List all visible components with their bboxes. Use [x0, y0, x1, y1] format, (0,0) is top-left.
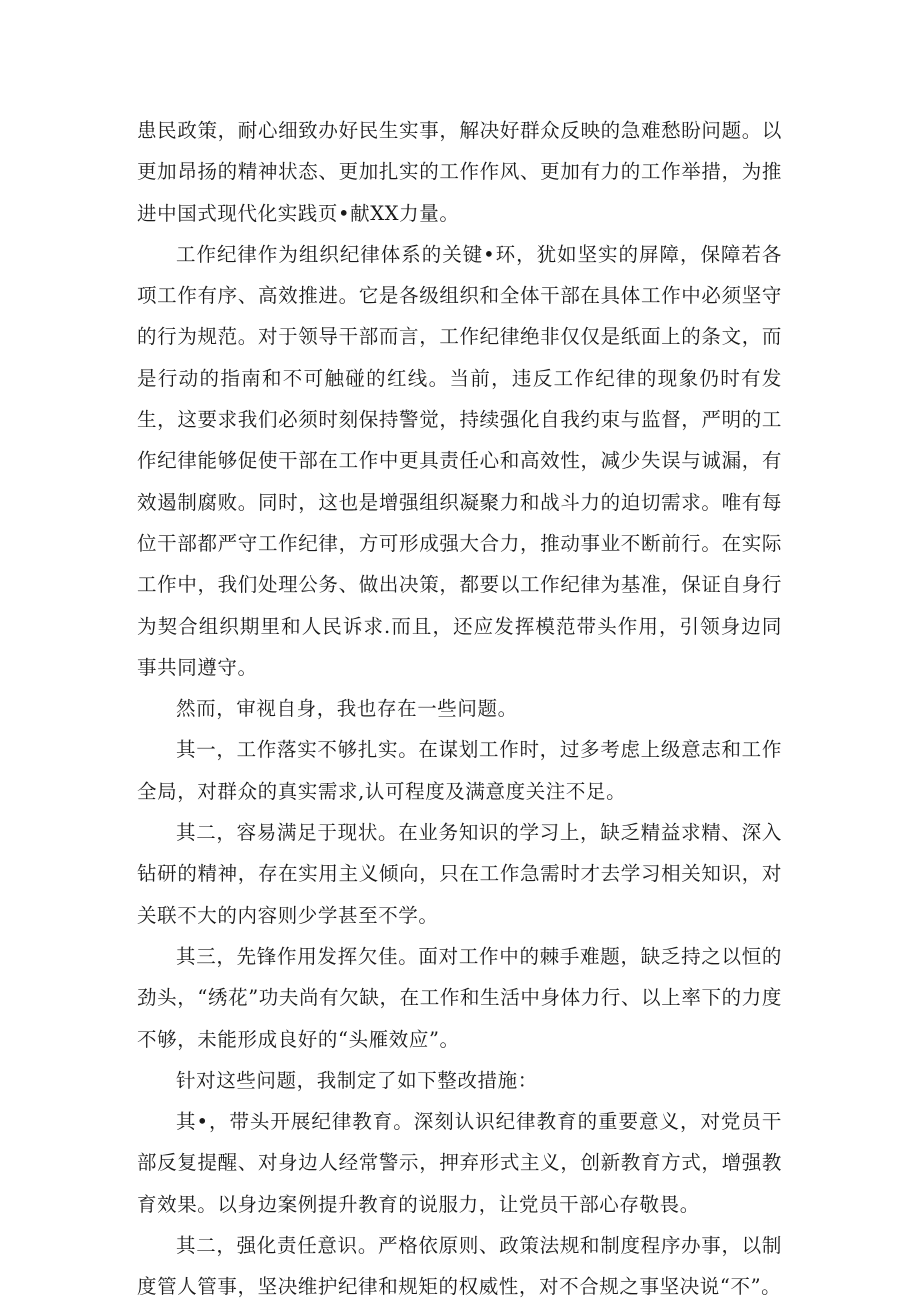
paragraph-problem-3: 其三，先锋作用发挥欠佳。面对工作中的棘手难题，缺乏持之以恒的劲头，“绣花”功夫尚有欠缺，在工作和生活中身体力行、以上率下的力度不够，未能形成良好的“头雁效应”。	[137, 944, 782, 1051]
paragraph-measures-intro: 针对这些问题，我制定了如下整改措施：	[176, 1068, 538, 1092]
paragraph-continuation: 患民政策，耐心细致办好民生实事，解决好群众反映的急难愁盼问题。以更加昂扬的精神状态、更加扎实的工作作风、更加有力的工作举措，为推进中国式现代化实践页•献XX力量。	[137, 119, 782, 225]
paragraph-measure-2: 其二，强化责任意识。严格依原则、政策法规和制度程序办事，以制度管人管事，坚决维护纪律和规矩的权威性，对不合规之事坚决说“不”。	[137, 1234, 782, 1299]
paragraph-measure-1: 其•，带头开展纪律教育。深刻认识纪律教育的重要意义，对党员干部反复提醒、对身边人经常警示，押弃形式主义，创新教育方式，增强教育效果。以身边案例提升教育的说服力，让党员干部心存敬畏。	[137, 1110, 782, 1216]
paragraph-problem-1: 其一，工作落实不够扎实。在谋划工作时，过多考虑上级意志和工作全局，对群众的真实需求,认可程度及满意度关注不足。	[137, 738, 782, 803]
paragraph-work-discipline: 工作纪律作为组织纪律体系的关键•环，犹如坚实的屏障，保障若各项工作有序、高效推进。它是各级组织和全体干部在具体工作中必须坚守的行为规范。对于领导干部而言，工作纪律绝非仅仅是纸面上的条文，而是行动的指南和不可触碰的红线。当前，违反工作纪律的现象仍时有发生，这要求我们必须时刻保持警觉，持续强化自我约束与监督，严明的工作纪律能够促使干部在工作中更具责任心和高效性，减少失误与诚漏，有效遏制腐败。同时，这也是增强组织凝聚力和战斗力的迫切需求。唯有每位干部都严守工作纪律，方可形成强大合力，推动事业不断前行。在实际工作中，我们处理公务、做出决策，都要以工作纪律为基准，保证自身行为契合组织期里和人民诉求.而且，还应发挥模范带头作用，引领身边同事共同遵守。	[137, 242, 782, 679]
paragraph-self-review: 然而，审视自身，我也存在一些问题。	[176, 697, 518, 721]
document-body	[137, 110, 782, 1308]
paragraph-problem-2: 其二，容易满足于现状。在业务知识的学习上，缺乏精益求精、深入钻研的精神，存在实用主义倾向，只在工作急需时才去学习相关知识，对关联不大的内容则少学甚至不学。	[137, 821, 782, 927]
